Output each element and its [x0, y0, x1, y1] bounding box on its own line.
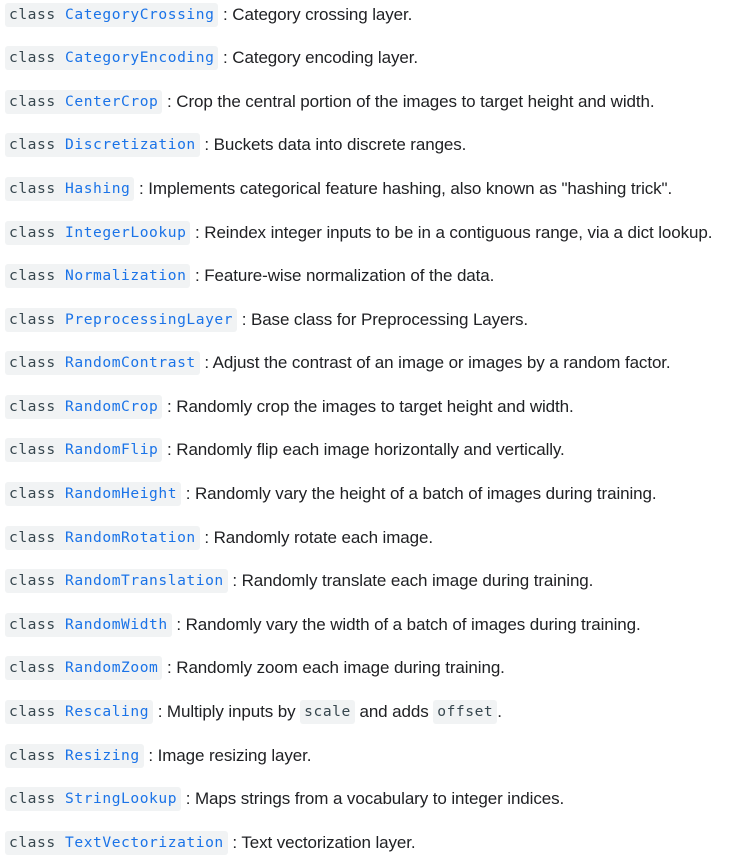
class-keyword: class [9, 790, 56, 807]
class-description: : Buckets data into discrete ranges. [204, 135, 467, 154]
class-link[interactable] [5, 221, 190, 245]
list-item [5, 744, 311, 768]
class-name: Resizing [65, 747, 140, 764]
class-description: : Maps strings from a vocabulary to integer indices. [185, 789, 565, 808]
class-link[interactable] [5, 3, 218, 27]
class-keyword: class [9, 224, 56, 241]
class-name: RandomHeight [65, 485, 178, 502]
class-name: RandomWidth [65, 616, 168, 633]
class-description: : Text vectorization layer. [232, 833, 416, 852]
class-name: CenterCrop [65, 93, 159, 110]
list-item [5, 700, 502, 724]
class-description-end: . [497, 702, 502, 721]
class-name: RandomContrast [65, 354, 196, 371]
class-link[interactable] [5, 133, 200, 157]
class-description: : Image resizing layer. [148, 746, 312, 765]
class-name: RandomZoom [65, 659, 159, 676]
class-link[interactable] [5, 613, 172, 637]
class-name: RandomTranslation [65, 572, 224, 589]
list-item [5, 46, 418, 70]
class-link[interactable] [5, 90, 162, 114]
list-item [5, 831, 416, 855]
class-keyword: class [9, 747, 56, 764]
class-keyword: class [9, 180, 56, 197]
class-link[interactable] [5, 744, 144, 768]
class-link[interactable] [5, 46, 218, 70]
class-keyword: class [9, 703, 56, 720]
class-name: IntegerLookup [65, 224, 187, 241]
list-item [5, 90, 654, 114]
class-link[interactable] [5, 438, 162, 462]
list-item [5, 351, 671, 375]
class-link[interactable] [5, 308, 237, 332]
list-item [5, 569, 593, 593]
list-item [5, 526, 433, 550]
class-name: Discretization [65, 136, 196, 153]
class-keyword: class [9, 49, 56, 66]
class-keyword: class [9, 485, 56, 502]
class-link[interactable] [5, 831, 228, 855]
class-link[interactable] [5, 700, 153, 724]
class-keyword: class [9, 441, 56, 458]
class-link[interactable] [5, 395, 162, 419]
class-keyword: class [9, 136, 56, 153]
class-name: RandomRotation [65, 529, 196, 546]
class-description: : Category encoding layer. [223, 48, 418, 67]
list-item [5, 133, 466, 157]
inline-code-offset: offset [433, 700, 497, 724]
list-item [5, 395, 574, 419]
inline-code-scale: scale [300, 700, 355, 724]
class-link[interactable] [5, 569, 228, 593]
class-name: Hashing [65, 180, 131, 197]
class-name: Rescaling [65, 703, 150, 720]
class-keyword: class [9, 267, 56, 284]
class-description: : Randomly translate each image during training. [232, 571, 594, 590]
class-keyword: class [9, 529, 56, 546]
class-keyword: class [9, 354, 56, 371]
class-description: : Implements categorical feature hashing, also known as "hashing trick". [139, 179, 673, 198]
class-link[interactable] [5, 351, 200, 375]
class-description: : Randomly rotate each image. [204, 528, 433, 547]
class-name: RandomCrop [65, 398, 159, 415]
class-keyword: class [9, 6, 56, 23]
class-name: Normalization [65, 267, 187, 284]
class-description-continued: and adds [359, 702, 429, 721]
class-name: PreprocessingLayer [65, 311, 234, 328]
list-item [5, 482, 657, 506]
class-description: : Randomly flip each image horizontally and vertically. [167, 440, 565, 459]
class-name: RandomFlip [65, 441, 159, 458]
list-item [5, 264, 494, 288]
list-item [5, 177, 672, 201]
class-description: : Randomly crop the images to target height and width. [167, 397, 574, 416]
class-description: : Multiply inputs by [157, 702, 296, 721]
class-name: CategoryEncoding [65, 49, 215, 66]
class-description: : Randomly vary the width of a batch of images during training. [176, 615, 641, 634]
class-link[interactable] [5, 526, 200, 550]
list-item [5, 656, 505, 680]
class-description: : Randomly zoom each image during training. [167, 658, 505, 677]
class-keyword: class [9, 572, 56, 589]
class-description: : Crop the central portion of the images to target height and width. [167, 92, 655, 111]
class-description: : Category crossing layer. [223, 5, 413, 24]
class-link[interactable] [5, 787, 181, 811]
class-keyword: class [9, 398, 56, 415]
class-keyword: class [9, 311, 56, 328]
class-name: TextVectorization [65, 834, 224, 851]
class-name: CategoryCrossing [65, 6, 215, 23]
class-keyword: class [9, 659, 56, 676]
class-description: : Reindex integer inputs to be in a contiguous range, via a dict lookup. [195, 223, 713, 242]
list-item [5, 308, 528, 332]
list-item [5, 613, 641, 637]
class-link[interactable] [5, 264, 190, 288]
class-keyword: class [9, 93, 56, 110]
class-name: StringLookup [65, 790, 178, 807]
list-item [5, 3, 412, 27]
class-link[interactable] [5, 177, 134, 201]
class-description: : Feature-wise normalization of the data. [195, 266, 495, 285]
list-item [5, 787, 564, 811]
class-keyword: class [9, 834, 56, 851]
class-link[interactable] [5, 482, 181, 506]
class-description: : Adjust the contrast of an image or images by a random factor. [204, 353, 671, 372]
list-item [5, 438, 565, 462]
class-keyword: class [9, 616, 56, 633]
list-item [5, 221, 712, 245]
class-link[interactable] [5, 656, 162, 680]
class-description: : Randomly vary the height of a batch of images during training. [185, 484, 657, 503]
class-description: : Base class for Preprocessing Layers. [241, 310, 528, 329]
